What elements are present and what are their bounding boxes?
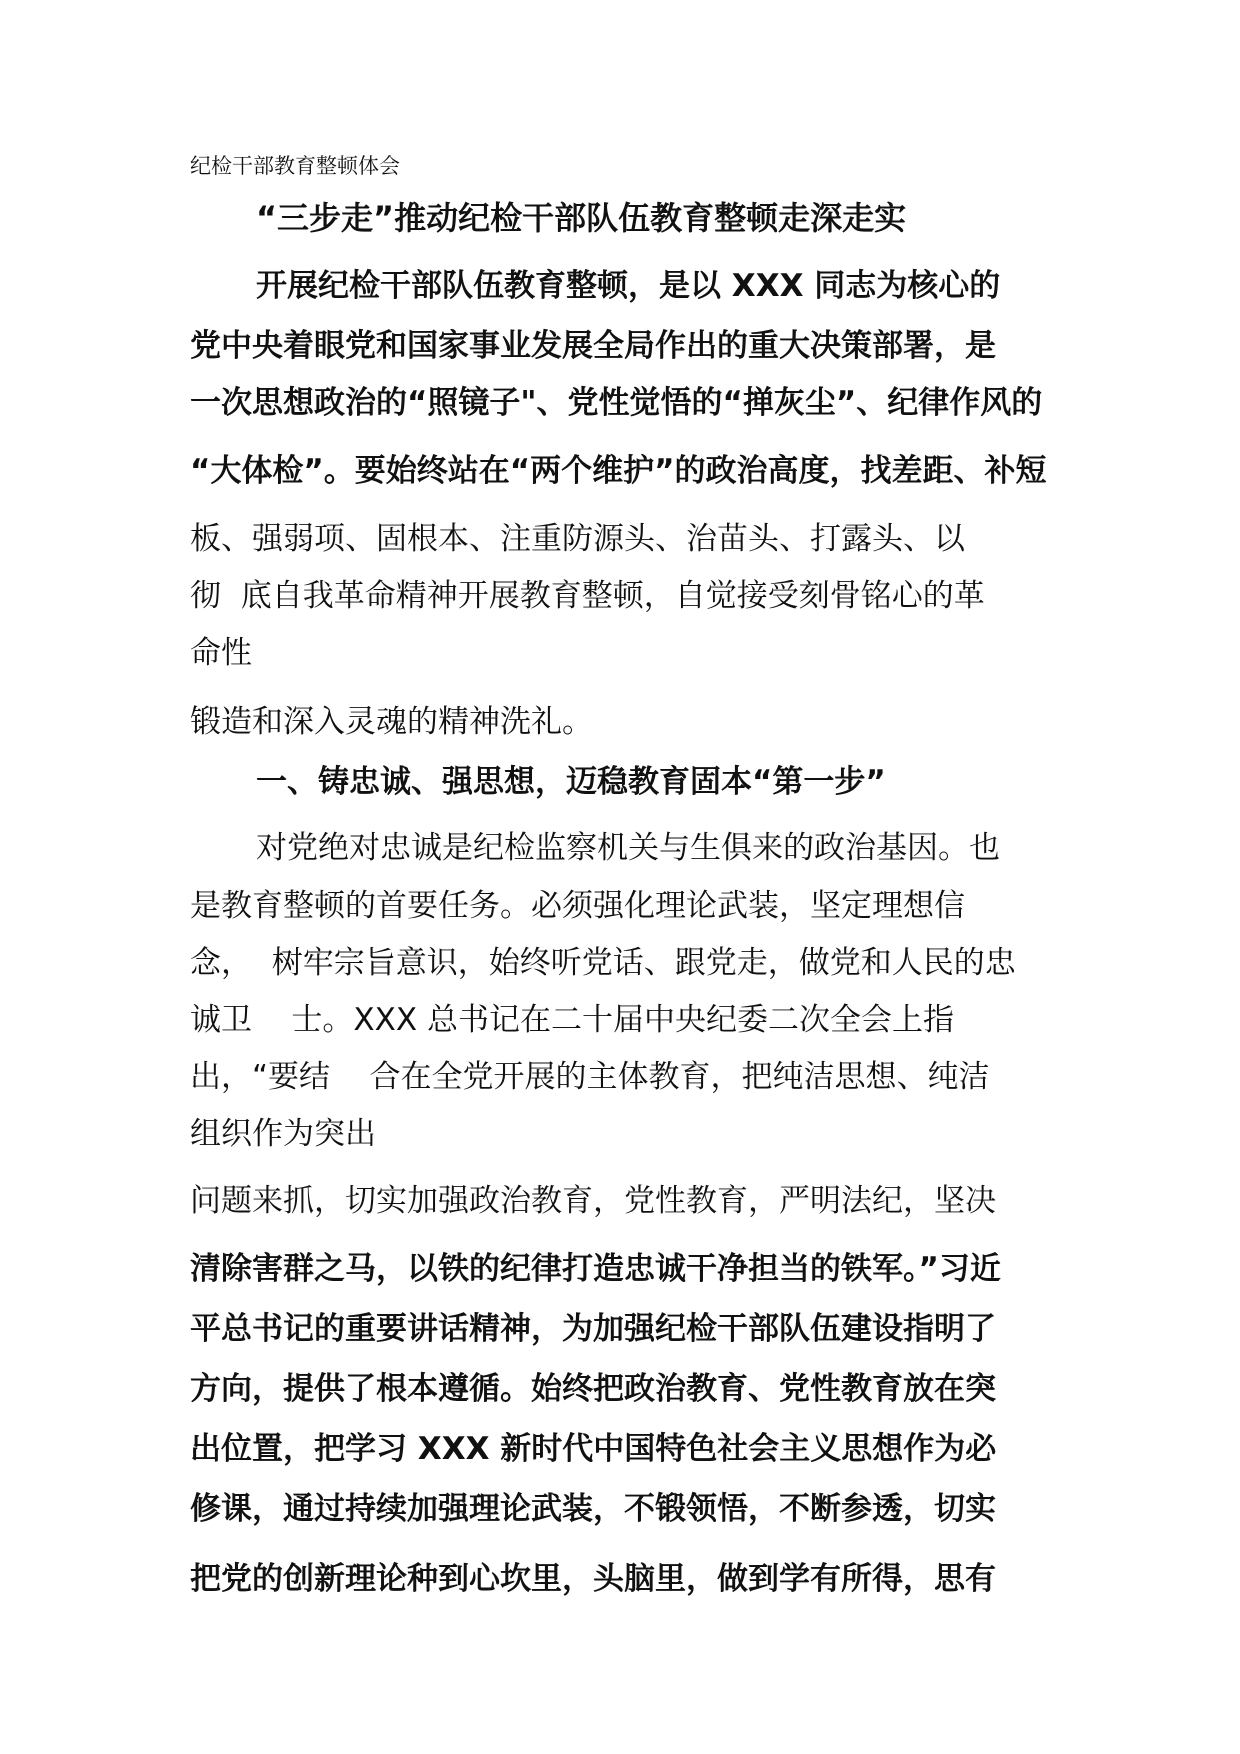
intro-line-4: “大体检”。要始终站在“两个维护”的政治高度，找差距、补短 <box>190 453 1047 489</box>
intro-line-3: 一次思想政治的“照镜子"、党性觉悟的“掸灰尘”、纪律作风的 <box>190 385 1043 421</box>
intro-line-1: 开展纪检干部队伍教育整顿，是以 XXX 同志为核心的 <box>256 268 1001 304</box>
section-1-bold-line-1: 清除害群之马，以铁的纪律打造忠诚干净担当的铁军。”习近 <box>190 1251 1001 1287</box>
intro-line-8: 锻造和深入灵魂的精神洗礼。 <box>190 704 593 740</box>
section-1-bold-line-5: 修课，通过持续加强理论武装，不锻领悟，不断参透，切实 <box>190 1491 996 1527</box>
section-1-line-6: 组织作为突出 <box>190 1116 376 1152</box>
document-header-label: 纪检干部教育整顿体会 <box>190 154 400 178</box>
section-1-line-7: 问题来抓，切实加强政治教育，党性教育，严明法纪，坚决 <box>190 1183 996 1219</box>
section-1-bold-line-4: 出位置，把学习 XXX 新时代中国特色社会主义思想作为必 <box>190 1431 997 1467</box>
section-1-line-3: 念， 树牢宗旨意识，始终听党话、跟党走，做党和人民的忠 <box>190 945 1016 981</box>
document-title: “三步走”推动纪检干部队伍教育整顿走深走实 <box>256 199 907 237</box>
intro-line-5: 板、强弱项、固根本、注重防源头、治苗头、打露头、以 <box>190 521 965 557</box>
section-1-bold-line-3: 方向，提供了根本遵循。始终把政治教育、党性教育放在突 <box>190 1371 996 1407</box>
section-1-line-4: 诚卫 士。XXX 总书记在二十届中央纪委二次全会上指 <box>190 1002 954 1038</box>
section-1-line-1: 对党绝对忠诚是纪检监察机关与生俱来的政治基因。也 <box>256 830 1000 866</box>
section-1-line-5: 出，“要结 合在全党开展的主体教育，把纯洁思想、纯洁 <box>190 1059 990 1095</box>
section-1-heading: 一、铸忠诚、强思想，迈稳教育固本“第一步” <box>256 764 886 800</box>
section-1-bold-line-2: 平总书记的重要讲话精神，为加强纪检干部队伍建设指明了 <box>190 1311 996 1347</box>
section-1-bold-line-6: 把党的创新理论种到心坎里，头脑里，做到学有所得，思有 <box>190 1561 996 1597</box>
intro-line-7: 命性 <box>190 635 252 671</box>
intro-line-2: 党中央着眼党和国家事业发展全局作出的重大决策部署，是 <box>190 328 996 364</box>
section-1-line-2: 是教育整顿的首要任务。必须强化理论武装，坚定理想信 <box>190 888 965 924</box>
intro-line-6: 彻 底自我革命精神开展教育整顿，自觉接受刻骨铭心的革 <box>190 578 985 614</box>
